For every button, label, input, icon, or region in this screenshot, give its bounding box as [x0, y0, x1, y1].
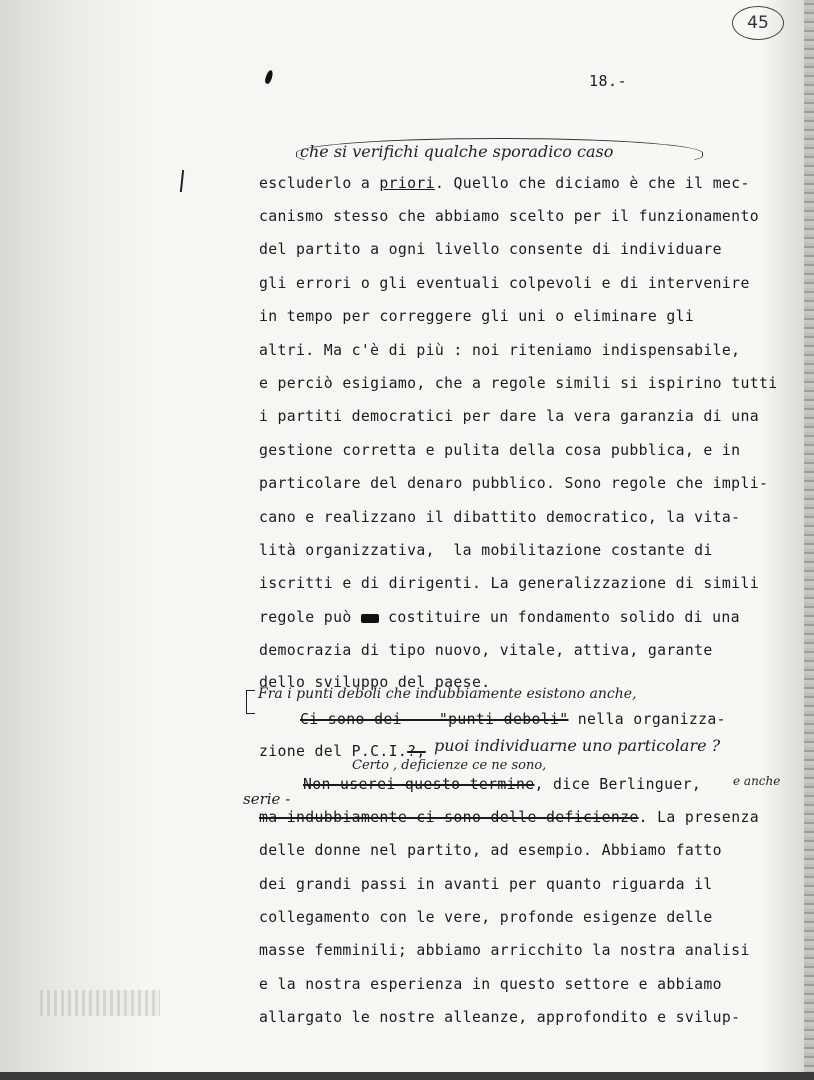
struck-text: Non userei questo termine	[303, 776, 535, 793]
underlined-word: priori	[379, 175, 435, 192]
body-line-9: gestione corretta e pulita della cosa pubblica, e in	[259, 442, 741, 459]
body-line-11: cano e realizzano il dibattito democratico, la vita-	[259, 509, 741, 526]
body-line-10: particolare del denaro pubblico. Sono regole che impli-	[259, 475, 769, 492]
ink-blot	[361, 614, 379, 623]
body-line-20	[259, 808, 759, 828]
handwritten-question-insert: Fra i punti deboli che indubbiamente esistono anche,	[258, 686, 637, 702]
body-line-6: altri. Ma c'è di più : noi riteniamo indispensabile,	[259, 342, 741, 359]
handwritten-bracket	[246, 690, 255, 714]
body-line-22: dei grandi passi in avanti per quanto riguarda il	[259, 876, 713, 893]
struck-text: ma indubbiamente ci sono delle deficienze	[259, 809, 639, 826]
body-line-24: masse femminili; abbiamo arricchito la nostra analisi	[259, 942, 750, 959]
page-number: 18.-	[589, 72, 628, 90]
body-line-12: lità organizzativa, la mobilitazione costante di	[259, 542, 713, 559]
page-edge-bottom	[0, 1072, 814, 1080]
body-line-7: e perciò esigiamo, che a regole simili si ispirino tutti	[259, 375, 778, 392]
handwritten-question-end: puoi individuarne uno particolare ?	[434, 736, 721, 755]
handwritten-e-anche: e anche	[733, 774, 781, 788]
body-line-2: canismo stesso che abbiamo scelto per il funzionamento	[259, 208, 759, 225]
page-edge-right	[804, 0, 814, 1080]
body-line-25: e la nostra esperienza in questo settore e abbiamo	[259, 976, 722, 993]
body-line-5: in tempo per correggere gli uni o eliminare gli	[259, 308, 695, 325]
body-line-14	[259, 608, 740, 628]
body-text: regole può	[259, 609, 361, 626]
body-text: zione del P.C.I.	[259, 743, 408, 760]
body-text: . La presenza	[638, 809, 759, 826]
body-line-16: dello sviluppo del paese.	[259, 674, 491, 691]
body-line-1	[259, 174, 750, 194]
body-text: nella organizza-	[568, 711, 726, 728]
body-line-21: delle donne nel partito, ad esempio. Abbiamo fatto	[259, 842, 722, 859]
struck-text: Ci sono dei "punti deboli"	[300, 711, 569, 728]
body-line-17	[300, 710, 726, 730]
body-line-19	[303, 775, 701, 795]
archive-number-circle: 45	[732, 6, 784, 40]
struck-text: ?,	[407, 743, 426, 760]
body-line-4: gli errori o gli eventuali colpevoli e di intervenire	[259, 275, 750, 292]
body-line-3: del partito a ogni livello consente di individuare	[259, 241, 722, 258]
ink-mark	[264, 69, 274, 84]
body-text: , dice Berlinguer,	[534, 776, 702, 793]
scan-artifact	[40, 990, 160, 1016]
margin-mark	[180, 170, 184, 192]
body-line-23: collegamento con le vere, profonde esigenze delle	[259, 909, 713, 926]
body-text: costituire un fondamento solido di una	[378, 609, 740, 626]
body-line-13: iscritti e di dirigenti. La generalizzazione di simili	[259, 575, 759, 592]
body-line-26: allargato le nostre alleanze, approfondito e svilup-	[259, 1009, 741, 1026]
handwritten-certo: Certo , deficienze ce ne sono,	[352, 758, 547, 773]
body-line-8: i partiti democratici per dare la vera garanzia di una	[259, 408, 759, 425]
handwritten-serie: serie -	[243, 790, 291, 808]
body-text: escluderlo a	[259, 175, 380, 192]
body-text: . Quello che diciamo è che il mec-	[434, 175, 750, 192]
body-line-15: democrazia di tipo nuovo, vitale, attiva, garante	[259, 642, 713, 659]
handwritten-insert-top: che si verifichi qualche sporadico caso	[300, 142, 614, 161]
